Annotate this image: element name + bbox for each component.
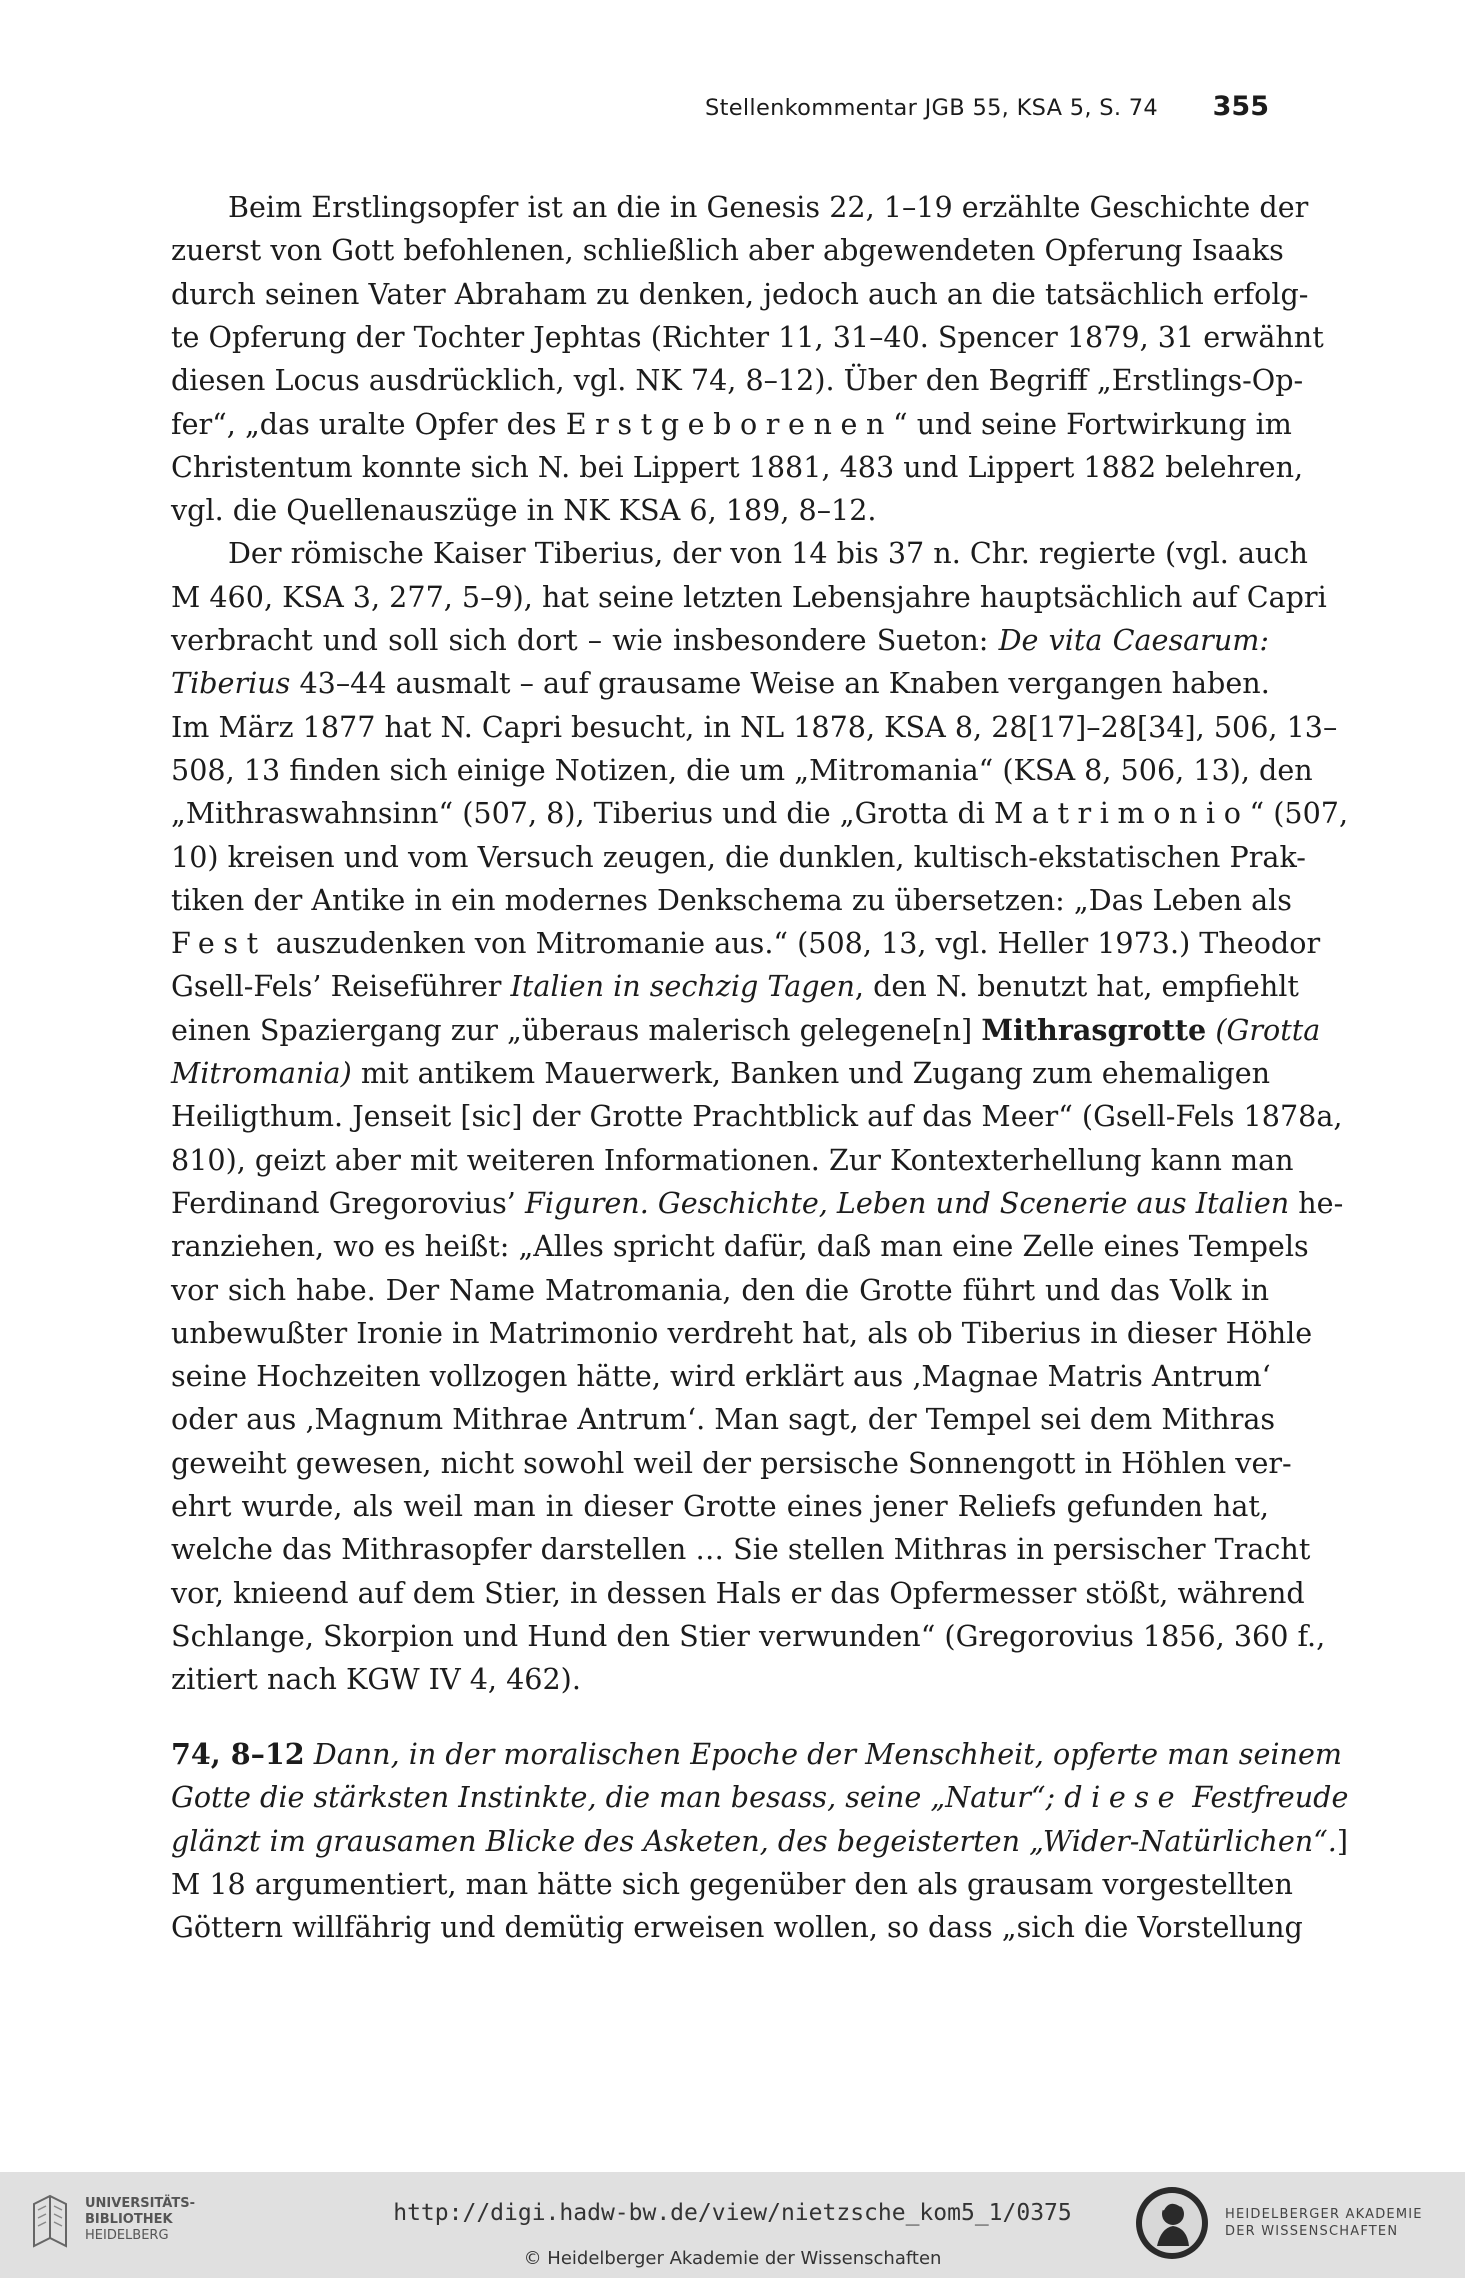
text-run: vgl. die Quellenauszüge in NK KSA 6, 189, 8–12.	[171, 493, 877, 528]
text-run: Heiligthum. Jenseit [sic] der Grotte Prachtblick auf das Meer“ (Gsell-Fels 1878a,	[171, 1099, 1343, 1134]
text-line	[171, 316, 1324, 359]
text-run: (Grotta	[1215, 1012, 1321, 1047]
academy-name-line-2: DER WISSENSCHAFTEN	[1225, 2224, 1399, 2239]
text-line	[171, 576, 1327, 619]
text-run: welche das Mithrasopfer darstellen … Sie stellen Mithras in persischer Tracht	[171, 1532, 1311, 1567]
text-run: M 460, KSA 3, 277, 5–9), hat seine letzten Lebensjahre hauptsächlich auf Capri	[171, 579, 1327, 614]
text-run: Erstgeborenen	[565, 406, 894, 441]
text-line	[171, 1009, 1321, 1052]
text-line	[171, 1269, 1269, 1312]
text-line	[171, 1485, 1269, 1528]
text-run: Festfreude	[1183, 1780, 1349, 1815]
text-run: tiken der Antike in ein modernes Denkschema zu übersetzen: „Das Leben als	[171, 882, 1292, 917]
text-run: durch seinen Vater Abraham zu denken, jedoch auch an die tatsächlich erfolg-	[171, 276, 1309, 311]
text-run: oder aus ‚Magnum Mithrae Antrum‘. Man sagt, der Tempel sei dem Mithras	[171, 1402, 1276, 1437]
text-run: Matrimonio	[994, 796, 1250, 831]
text-line	[171, 879, 1292, 922]
text-line	[171, 1658, 1269, 1701]
text-run: ehrt wurde, als weil man in dieser Grotte eines jener Reliefs gefunden hat,	[171, 1489, 1269, 1523]
text-line	[171, 1225, 1309, 1268]
text-line	[171, 1182, 1344, 1225]
text-line	[171, 489, 1269, 532]
text-run	[305, 1737, 314, 1771]
text-line	[171, 619, 1269, 662]
text-run: Schlange, Skorpion und Hund den Stier verwunden“ (Gregorovius 1856, 360 f.,	[171, 1618, 1326, 1653]
text-line	[171, 1442, 1292, 1485]
text-run: einen Spaziergang zur „überaus malerisch gelegene[n]	[171, 1012, 982, 1047]
text-run: 810), geizt aber mit weiteren Informationen. Zur Kontexterhellung kann man	[171, 1142, 1294, 1177]
text-line	[171, 1095, 1343, 1138]
text-run: auszudenken von Mitromanie aus.“ (508, 13, vgl. Heller 1973.) Theodor	[266, 926, 1321, 961]
text-line	[171, 532, 1308, 575]
text-run: „Mithraswahnsinn“ (507, 8), Tiberius und die „Grotta di	[171, 796, 994, 831]
text-run: zuerst von Gott befohlenen, schließlich aber abgewendeten Opferung Isaaks	[171, 233, 1284, 268]
text-run: vor, knieend auf dem Stier, in dessen Hals er das Opfermesser stößt, während	[171, 1575, 1305, 1610]
academy-name-line-1: HEIDELBERGER AKADEMIE	[1225, 2207, 1423, 2222]
copyright-notice: © Heidelberger Akademie der Wissenschaften	[523, 2248, 942, 2269]
text-line	[171, 662, 1269, 705]
text-run: te Opferung der Tochter Jephtas (Richter 11, 31–40. Spencer 1879, 31 erwähnt	[171, 319, 1324, 354]
running-title: Stellenkommentar JGB 55, KSA 5, S. 74	[705, 95, 1159, 121]
text-line	[171, 836, 1306, 879]
text-run: 508, 13 finden sich einige Notizen, die um „Mitromania“ (KSA 8, 506, 13), den	[171, 752, 1313, 787]
academy-name	[1225, 2206, 1423, 2240]
academy-seal-icon[interactable]	[1133, 2184, 1211, 2262]
text-run: unbewußter Ironie in Matrimonio verdreht hat, als ob Tiberius in dieser Höhle	[171, 1315, 1313, 1350]
text-line	[171, 1733, 1342, 1776]
text-run: 10) kreisen und vom Versuch zeugen, die dunklen, kultisch-ekstatischen Prak-	[171, 839, 1306, 874]
text-run: Fest	[171, 926, 267, 961]
text-run: Gsell-Fels’ Reiseführer	[171, 969, 511, 1004]
text-line	[171, 1820, 1349, 1863]
text-run: Mitromania)	[171, 1056, 352, 1090]
text-run: “ (507,	[1249, 796, 1349, 831]
text-line	[171, 1615, 1326, 1658]
text-run: Ferdinand Gregorovius’	[171, 1185, 525, 1220]
text-run	[1206, 1013, 1215, 1047]
text-run: Gotte die stärksten Instinkte, die man besass, seine „Natur“;	[171, 1780, 1065, 1815]
text-line	[171, 359, 1304, 402]
text-run: verbracht und soll sich dort – wie insbesondere Sueton:	[171, 623, 999, 657]
text-run: ]	[1336, 1823, 1349, 1858]
text-run: Dann, in der moralischen Epoche der Menschheit, opferte man seinem	[313, 1737, 1342, 1771]
text-run: M 18 argumentiert, man hätte sich gegenüber den als grausam vorgestellten	[171, 1866, 1293, 1901]
text-line	[171, 1528, 1311, 1571]
text-line	[171, 792, 1349, 835]
text-run: 74, 8–12	[171, 1737, 305, 1771]
text-run: geweiht gewesen, nicht sowohl weil der persische Sonnengott in Höhlen ver-	[171, 1445, 1292, 1480]
library-name-line-1: UNIVERSITÄTS-	[85, 2196, 195, 2211]
text-run: 43–44 ausmalt – auf grausame Weise an Knaben vergangen haben.	[290, 666, 1270, 701]
text-run: Beim Erstlingsopfer ist an die in Genesis 22, 1–19 erzählte Geschichte der	[228, 190, 1309, 224]
library-city: HEIDELBERG	[85, 2228, 169, 2243]
running-head	[705, 91, 1269, 129]
text-line	[171, 965, 1299, 1008]
text-line	[171, 1052, 1269, 1095]
text-run: seine Hochzeiten vollzogen hätte, wird erklärt aus ‚Magnae Matris Antrum‘	[171, 1359, 1271, 1394]
text-run: ranziehen, wo es heißt: „Alles spricht dafür, daß man eine Zelle eines Tempels	[171, 1229, 1309, 1264]
text-run: he-	[1289, 1185, 1344, 1220]
text-line	[171, 403, 1292, 446]
library-name-line-2: BIBLIOTHEK	[85, 2212, 173, 2227]
text-run: diese	[1064, 1780, 1184, 1815]
text-run: Mithrasgrotte	[981, 1012, 1207, 1047]
text-run: Christentum konnte sich N. bei Lippert 1881, 483 und Lippert 1882 belehren,	[171, 449, 1304, 484]
text-line	[171, 1863, 1293, 1906]
text-line	[171, 1906, 1303, 1949]
text-run: diesen Locus ausdrücklich, vgl. NK 74, 8–12). Über den Begriff „Erstlings-Op-	[171, 363, 1304, 398]
text-run: Tiberius	[171, 666, 291, 701]
permalink-url[interactable]: http://digi.hadw-bw.de/view/nietzsche_kom5_1/0375	[393, 2200, 1072, 2226]
text-run: fer“, „das uralte Opfer des	[171, 406, 566, 441]
text-run: mit antikem Mauerwerk, Banken und Zugang zum ehemaligen	[351, 1056, 1271, 1090]
text-line	[171, 186, 1309, 229]
text-run: zitiert nach KGW IV 4, 462).	[171, 1662, 581, 1697]
text-line	[171, 1355, 1269, 1398]
text-line	[171, 706, 1338, 749]
text-line	[171, 273, 1309, 316]
text-run: Figuren. Geschichte, Leben und Scenerie aus Italien	[525, 1185, 1290, 1220]
text-line	[171, 446, 1304, 489]
text-line	[171, 1312, 1313, 1355]
text-run: De vita Caesarum:	[998, 623, 1270, 657]
text-line	[171, 1398, 1276, 1441]
text-run: Der römische Kaiser Tiberius, der von 14 bis 37 n. Chr. regierte (vgl. auch	[228, 536, 1308, 571]
text-line	[171, 922, 1321, 965]
text-line	[171, 1572, 1305, 1615]
text-run: glänzt im grausamen Blicke des Asketen, des begeisterten „Wider-Natürlichen“.	[171, 1823, 1337, 1858]
text-line	[171, 229, 1284, 272]
text-line	[171, 1139, 1294, 1182]
text-run: Im März 1877 hat N. Capri besucht, in NL 1878, KSA 8, 28[17]–28[34], 506, 13–	[171, 709, 1338, 744]
text-line	[171, 749, 1313, 792]
text-run: vor sich habe. Der Name Matromania, den die Grotte führt und das Volk in	[171, 1272, 1269, 1307]
text-run: Italien in sechzig Tagen	[510, 969, 855, 1004]
text-line	[171, 1776, 1349, 1819]
footer-bar	[0, 2172, 1465, 2278]
page-number: 355	[1212, 91, 1269, 122]
text-run: , den N. benutzt hat, empfiehlt	[854, 969, 1299, 1004]
text-run: “ und seine Fortwirkung im	[893, 406, 1292, 441]
text-run: Göttern willfährig und demütig erweisen wollen, so dass „sich die Vorstellung	[171, 1910, 1303, 1945]
